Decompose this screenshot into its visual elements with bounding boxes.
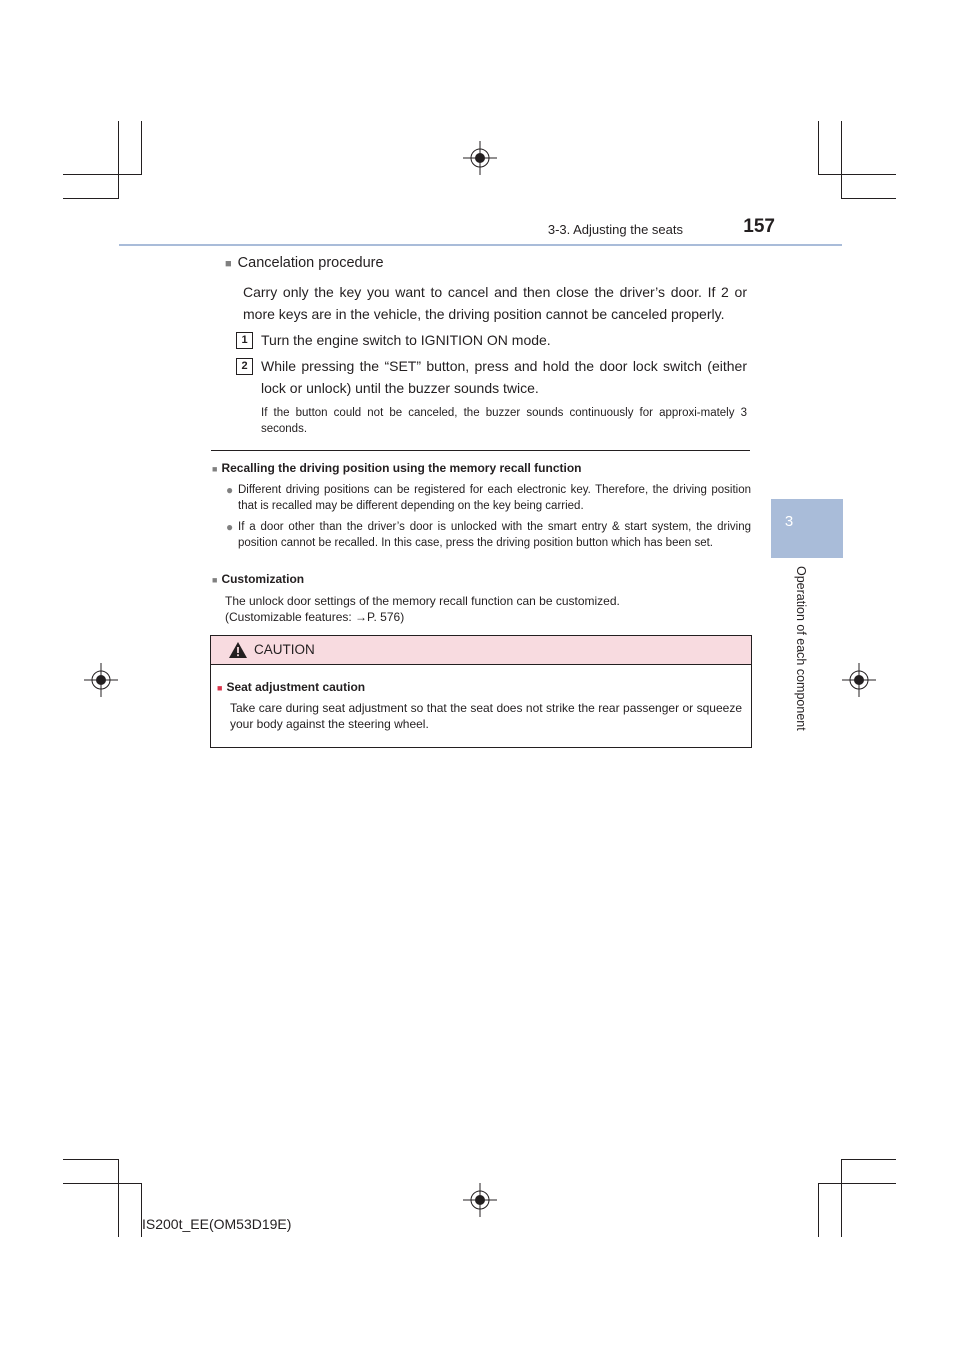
header-divider <box>119 244 842 246</box>
crop-mark-bottom-left-h <box>63 1159 119 1160</box>
page-number: 157 <box>743 216 775 237</box>
crop-mark-bottom-right-h <box>841 1159 896 1160</box>
step-text: Turn the engine switch to IGNITION ON mode. <box>261 332 551 348</box>
square-bullet-icon: ■ <box>212 464 218 474</box>
chapter-title: Operation of each component <box>794 566 808 731</box>
chapter-number: 3 <box>784 513 794 530</box>
customization-body <box>225 593 725 625</box>
cancelation-intro: Carry only the key you want to cancel and then close the driver’s door. If 2 or more keys are in the vehicle, the driving position cannot be canceled properly. <box>243 284 747 322</box>
crop-mark-bottom-right-v2 <box>841 1159 842 1237</box>
customization-heading <box>212 572 304 586</box>
crop-mark-top-left-v <box>118 121 119 199</box>
crop-mark-bottom-right-v <box>818 1183 819 1237</box>
registration-mark-left-icon <box>84 663 118 697</box>
document-code: IS200t_EE(OM53D19E) <box>142 1216 292 1232</box>
square-bullet-icon: ■ <box>212 575 218 585</box>
caution-body: Take care during seat adjustment so that the seat does not strike the rear passenger or squeeze your body against the steering wheel. <box>230 701 742 731</box>
section-divider <box>211 450 750 451</box>
customization-heading-text: Customization <box>221 572 305 586</box>
chapter-tab <box>771 499 843 558</box>
bullet-text: Different driving positions can be registered for each electronic key. Therefore, the driving position that is recalled may be different depending on the key being carried. <box>238 484 751 512</box>
crop-mark-top-left-h2 <box>63 198 119 199</box>
crop-mark-top-right-h2 <box>841 198 896 199</box>
section-title: 3-3. Adjusting the seats <box>547 222 683 237</box>
caution-heading <box>217 680 365 694</box>
round-bullet-icon: ● <box>226 483 234 497</box>
step-number-box: 1 <box>236 332 253 349</box>
crop-mark-bottom-left-v <box>118 1159 119 1237</box>
warning-triangle-icon <box>228 641 248 659</box>
caution-heading-text: Seat adjustment caution <box>226 680 366 694</box>
step-number-box: 2 <box>236 358 253 375</box>
cancelation-heading <box>225 255 384 271</box>
customization-line-1: The unlock door settings of the memory recall function can be customized. <box>225 594 620 608</box>
step-text: While pressing the “SET” button, press and hold the door lock switch (either lock or unlock) until the buzzer sounds twice. <box>261 358 747 396</box>
square-bullet-icon: ■ <box>225 258 232 270</box>
crop-mark-top-left-h <box>63 174 142 175</box>
bullet-text: If a door other than the driver’s door is unlocked with the smart entry & start system, the driving position cannot be recalled. In this case, press the driving position button which has been set. <box>238 521 751 549</box>
round-bullet-icon: ● <box>226 520 234 534</box>
registration-mark-top-icon <box>463 141 497 175</box>
crop-mark-top-left-v2 <box>141 121 142 174</box>
crop-mark-bottom-left-h2 <box>63 1183 142 1184</box>
recall-heading-text: Recalling the driving position using the memory recall function <box>221 461 582 475</box>
customization-line-2: (Customizable features: →P. 576) <box>225 610 405 624</box>
crop-mark-top-right-v <box>818 121 819 174</box>
caution-box <box>210 635 752 748</box>
crop-mark-bottom-right-h2 <box>818 1183 896 1184</box>
registration-mark-right-icon <box>842 663 876 697</box>
cancelation-note: If the button could not be canceled, the buzzer sounds continuously for approxi-mately 3 seconds. <box>261 407 747 435</box>
crop-mark-top-right-v2 <box>841 121 842 199</box>
cancelation-heading-text: Cancelation procedure <box>237 255 384 271</box>
recall-heading <box>212 461 581 475</box>
registration-mark-bottom-icon <box>463 1183 497 1217</box>
square-bullet-icon: ■ <box>217 683 223 693</box>
crop-mark-top-right-h <box>818 174 896 175</box>
caution-header <box>211 636 751 665</box>
caution-title: CAUTION <box>254 642 315 657</box>
